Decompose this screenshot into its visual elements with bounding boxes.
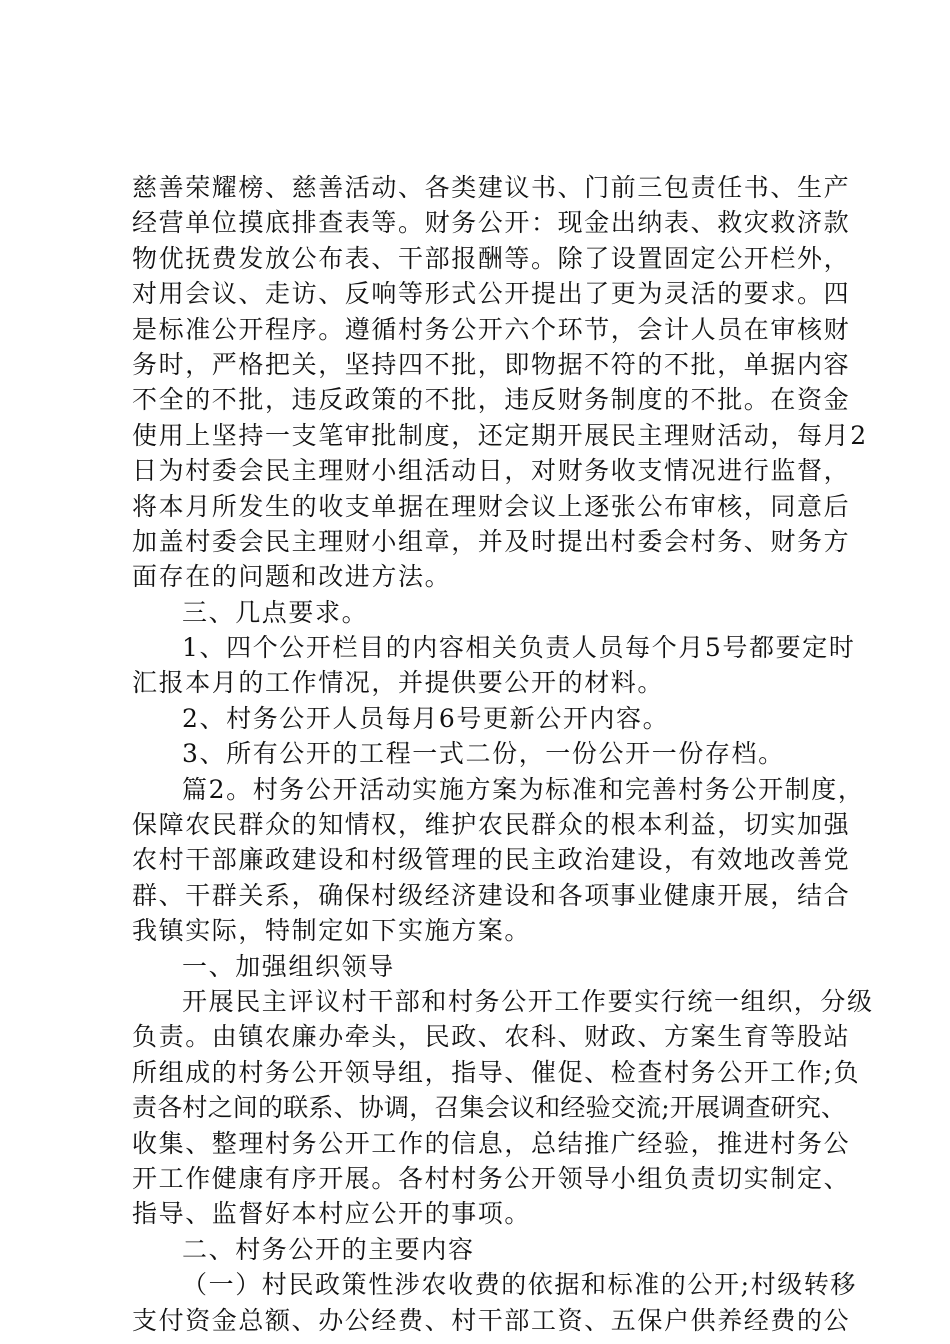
text-line: 日为村委会民主理财小组活动日，对财务收支情况进行监督， [132,456,851,486]
text-line: 收集、整理村务公开工作的信息，总结推广经验，推进村务公 [132,1128,851,1158]
text-line: 加盖村委会民主理财小组章，并及时提出村委会村务、财务方 [132,526,851,556]
text-line: 群、干群关系，确保村级经济建设和各项事业健康开展，结合 [132,880,851,910]
text-line: 使用上坚持一支笔审批制度，还定期开展民主理财活动，每月2 [132,420,868,450]
text-line: 务时，严格把关，坚持四不批，即物据不符的不批，单据内容 [132,349,851,379]
section-heading: 一、加强组织领导 [182,951,395,981]
text-line: （一）村民政策性涉农收费的依据和标准的公开;村级转移 [182,1270,858,1300]
text-line: 负责。由镇农廉办牵头，民政、农科、财政、方案生育等股站 [132,1022,851,1052]
text-line: 指导、监督好本村应公开的事项。 [132,1199,532,1229]
text-line: 2、村务公开人员每月6号更新公开内容。 [182,703,670,733]
text-line: 不全的不批，违反政策的不批，违反财务制度的不批。在资金 [132,385,851,415]
text-line: 面存在的问题和改进方法。 [132,562,452,592]
text-line: 所组成的村务公开领导组，指导、催促、检查村务公开工作;负 [132,1057,861,1087]
text-line: 责各村之间的联系、协调，召集会议和经验交流;开展调查研究、 [132,1093,847,1123]
text-line: 物优抚费发放公布表、干部报酬等。除了设置固定公开栏外， [132,243,851,273]
section-heading: 三、几点要求。 [182,597,369,627]
text-line: 我镇实际，特制定如下实施方案。 [132,916,532,946]
text-line: 篇2。村务公开活动实施方案为标准和完善村务公开制度， [182,774,865,804]
text-line: 将本月所发生的收支单据在理财会议上逐张公布审核，同意后 [132,491,851,521]
text-line: 慈善荣耀榜、慈善活动、各类建议书、门前三包责任书、生产 [132,173,851,202]
text-line: 1、四个公开栏目的内容相关负责人员每个月5号都要定时 [182,633,856,663]
text-line: 汇报本月的工作情况，并提供要公开的材料。 [132,668,665,698]
text-line: 保障农民群众的知情权，维护农民群众的根本利益，切实加强 [132,810,851,840]
text-line: 经营单位摸底排查表等。财务公开：现金出纳表、救灾救济款 [132,208,851,238]
text-line: 对用会议、走访、反响等形式公开提出了更为灵活的要求。四 [132,279,851,309]
text-line: 开展民主评议村干部和村务公开工作要实行统一组织，分级 [182,986,874,1016]
text-line: 支付资金总额、办公经费、村干部工资、五保户供养经费的公 [132,1305,851,1335]
section-heading: 二、村务公开的主要内容 [182,1234,475,1264]
text-line: 农村干部廉政建设和村级管理的民主政治建设，有效地改善党 [132,845,851,875]
text-line: 是标准公开程序。遵循村务公开六个环节，会计人员在审核财 [132,314,851,344]
text-line: 开工作健康有序开展。各村村务公开领导小组负责切实制定、 [132,1163,851,1193]
document-body [132,170,874,1338]
text-line: 3、所有公开的工程一式二份，一份公开一份存档。 [182,739,785,769]
